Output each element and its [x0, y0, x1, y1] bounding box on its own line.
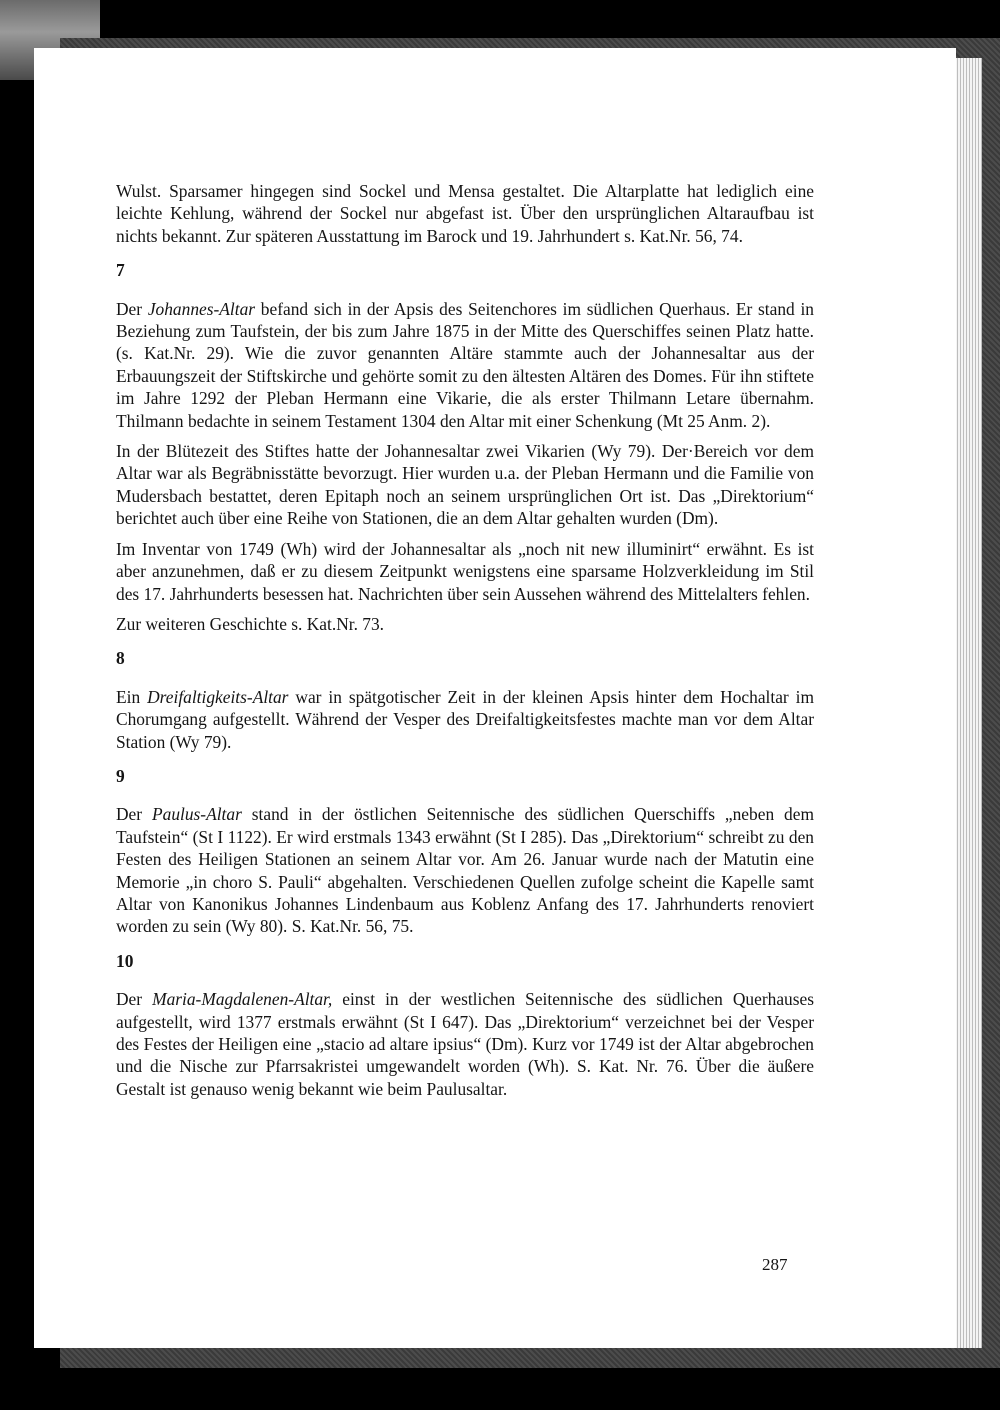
text-run: befand sich in der Apsis des Seitenchores im südlichen Querhaus. Er stand in Beziehung zum Taufstein, der bis zum Jahre 1875 in der Mitte des Querschiffes seinen Platz hatte. (s. Kat.Nr. 29). Wie die zuvor genannten Altäre stammte auch der Johannesaltar aus der Erbauungszeit der Stiftskirche und gehörte somit zu den ältesten Altären des Domes. Für ihn stiftete im Jahre 1292 der Pleban Hermann eine Vikarie, die als erster Thilmann Letare übernahm. Thilmann bedachte in seinem Testament 1304 den Altar mit einer Schenkung (Mt 25 Anm. 2). [116, 298, 814, 431]
paragraph [116, 686, 814, 753]
altar-name: Dreifaltigkeits-Altar [147, 686, 289, 707]
paragraph [116, 538, 814, 605]
text-run: Zur weiteren Geschichte s. Kat.Nr. 73. [116, 613, 385, 634]
text-run: In der Blütezeit des Stiftes hatte der Johannesaltar zwei Vikarien (Wy 79). Der·Bereich vor dem Altar war als Begräbnisstätte bevorzugt. Hier wurden u.a. der Pleban Hermann und die Familie von Mudersbach bestattet, deren Epitaph noch an seinem ursprünglichen Ort ist. Das „Direktorium“ berichtet auch über eine Reihe von Stationen, die an dem Altar gehalten wurden (Dm). [116, 441, 814, 529]
entry-number: 9 [116, 765, 125, 786]
text-run: Der [116, 989, 153, 1010]
entry-number: 7 [116, 260, 125, 281]
text-run: einst in der westlichen Seitennische des südlichen Querhauses aufgestellt, wird 1377 erstmals erwähnt (St I 647). Das „Direktorium“ verzeichnet bei der Vesper des Festes der Heiligen eine „stacio ad altare ipsius“ (Dm). Kurz vor 1749 ist der Altar abgebrochen und die Nische zur Pfarrsakristei umgewandelt worden (Wh). S. Kat. Nr. 76. Über die äußere Gestalt ist genauso wenig bekannt wie beim Paulusaltar. [116, 989, 814, 1099]
altar-name: Paulus-Altar [152, 804, 242, 825]
paragraph [116, 613, 814, 635]
entry-number: 10 [116, 950, 134, 971]
text-run: Wulst. Sparsamer hingegen sind Sockel und Mensa gestaltet. Die Altarplatte hat lediglich eine leichte Kehlung, während der Sockel nur abgefast ist. Über den ursprünglichen Altaraufbau ist nichts bekannt. Zur späteren Ausstattung im Barock und 19. Jahrhundert s. Kat.Nr. 56, 74. [116, 181, 814, 246]
paragraph [116, 298, 814, 432]
paragraph [116, 988, 814, 1100]
paragraph [116, 803, 814, 937]
paragraph [116, 180, 814, 247]
altar-name: Maria-Magdalenen-Altar, [152, 989, 333, 1010]
paragraph [116, 440, 814, 530]
altar-name: Johannes-Altar [147, 298, 256, 319]
text-run: Im Inventar von 1749 (Wh) wird der Johannesaltar als „noch nit new illuminirt“ erwähnt. Es ist aber anzunehmen, daß er zu diesem Zeitpunkt wenigstens eine sparsame Holzverkleidung im Stil des 17. Jahrhunderts besessen hat. Nachrichten über sein Aussehen während des Mittelalters fehlen. [116, 538, 814, 604]
book-page [34, 48, 956, 1348]
text-run: stand in der östlichen Seitennische des südlichen Querschiffs „neben dem Taufstein“ (St I 1122). Er wird erstmals 1343 erwähnt (St I 285). Das „Direktorium“ schreibt zu den Festen des Heiligen Stationen an seinem Altar vor. Am 26. Januar wurde nach der Matutin eine Memorie „in choro S. Pauli“ abgehalten. Verschiedenen Quellen zufolge scheint die Kapelle samt Altar von Kanonikus Johannes Lindenbaum aus Koblenz Anfang des 17. Jahrhunderts renoviert worden zu sein (Wy 80). S. Kat.Nr. 56, 75. [116, 804, 814, 937]
text-run: Der [116, 804, 152, 825]
page-number: 287 [762, 1255, 788, 1274]
body-text [116, 180, 814, 1108]
text-run: Der [116, 298, 148, 319]
text-run: Ein [116, 686, 148, 707]
text-run: war in spätgotischer Zeit in der kleinen Apsis hinter dem Hochaltar im Chorumgang aufgestellt. Während der Vesper des Dreifaltigkeitsfestes machte man vor dem Altar Station (Wy 79). [116, 686, 814, 752]
entry-number: 8 [116, 648, 125, 669]
